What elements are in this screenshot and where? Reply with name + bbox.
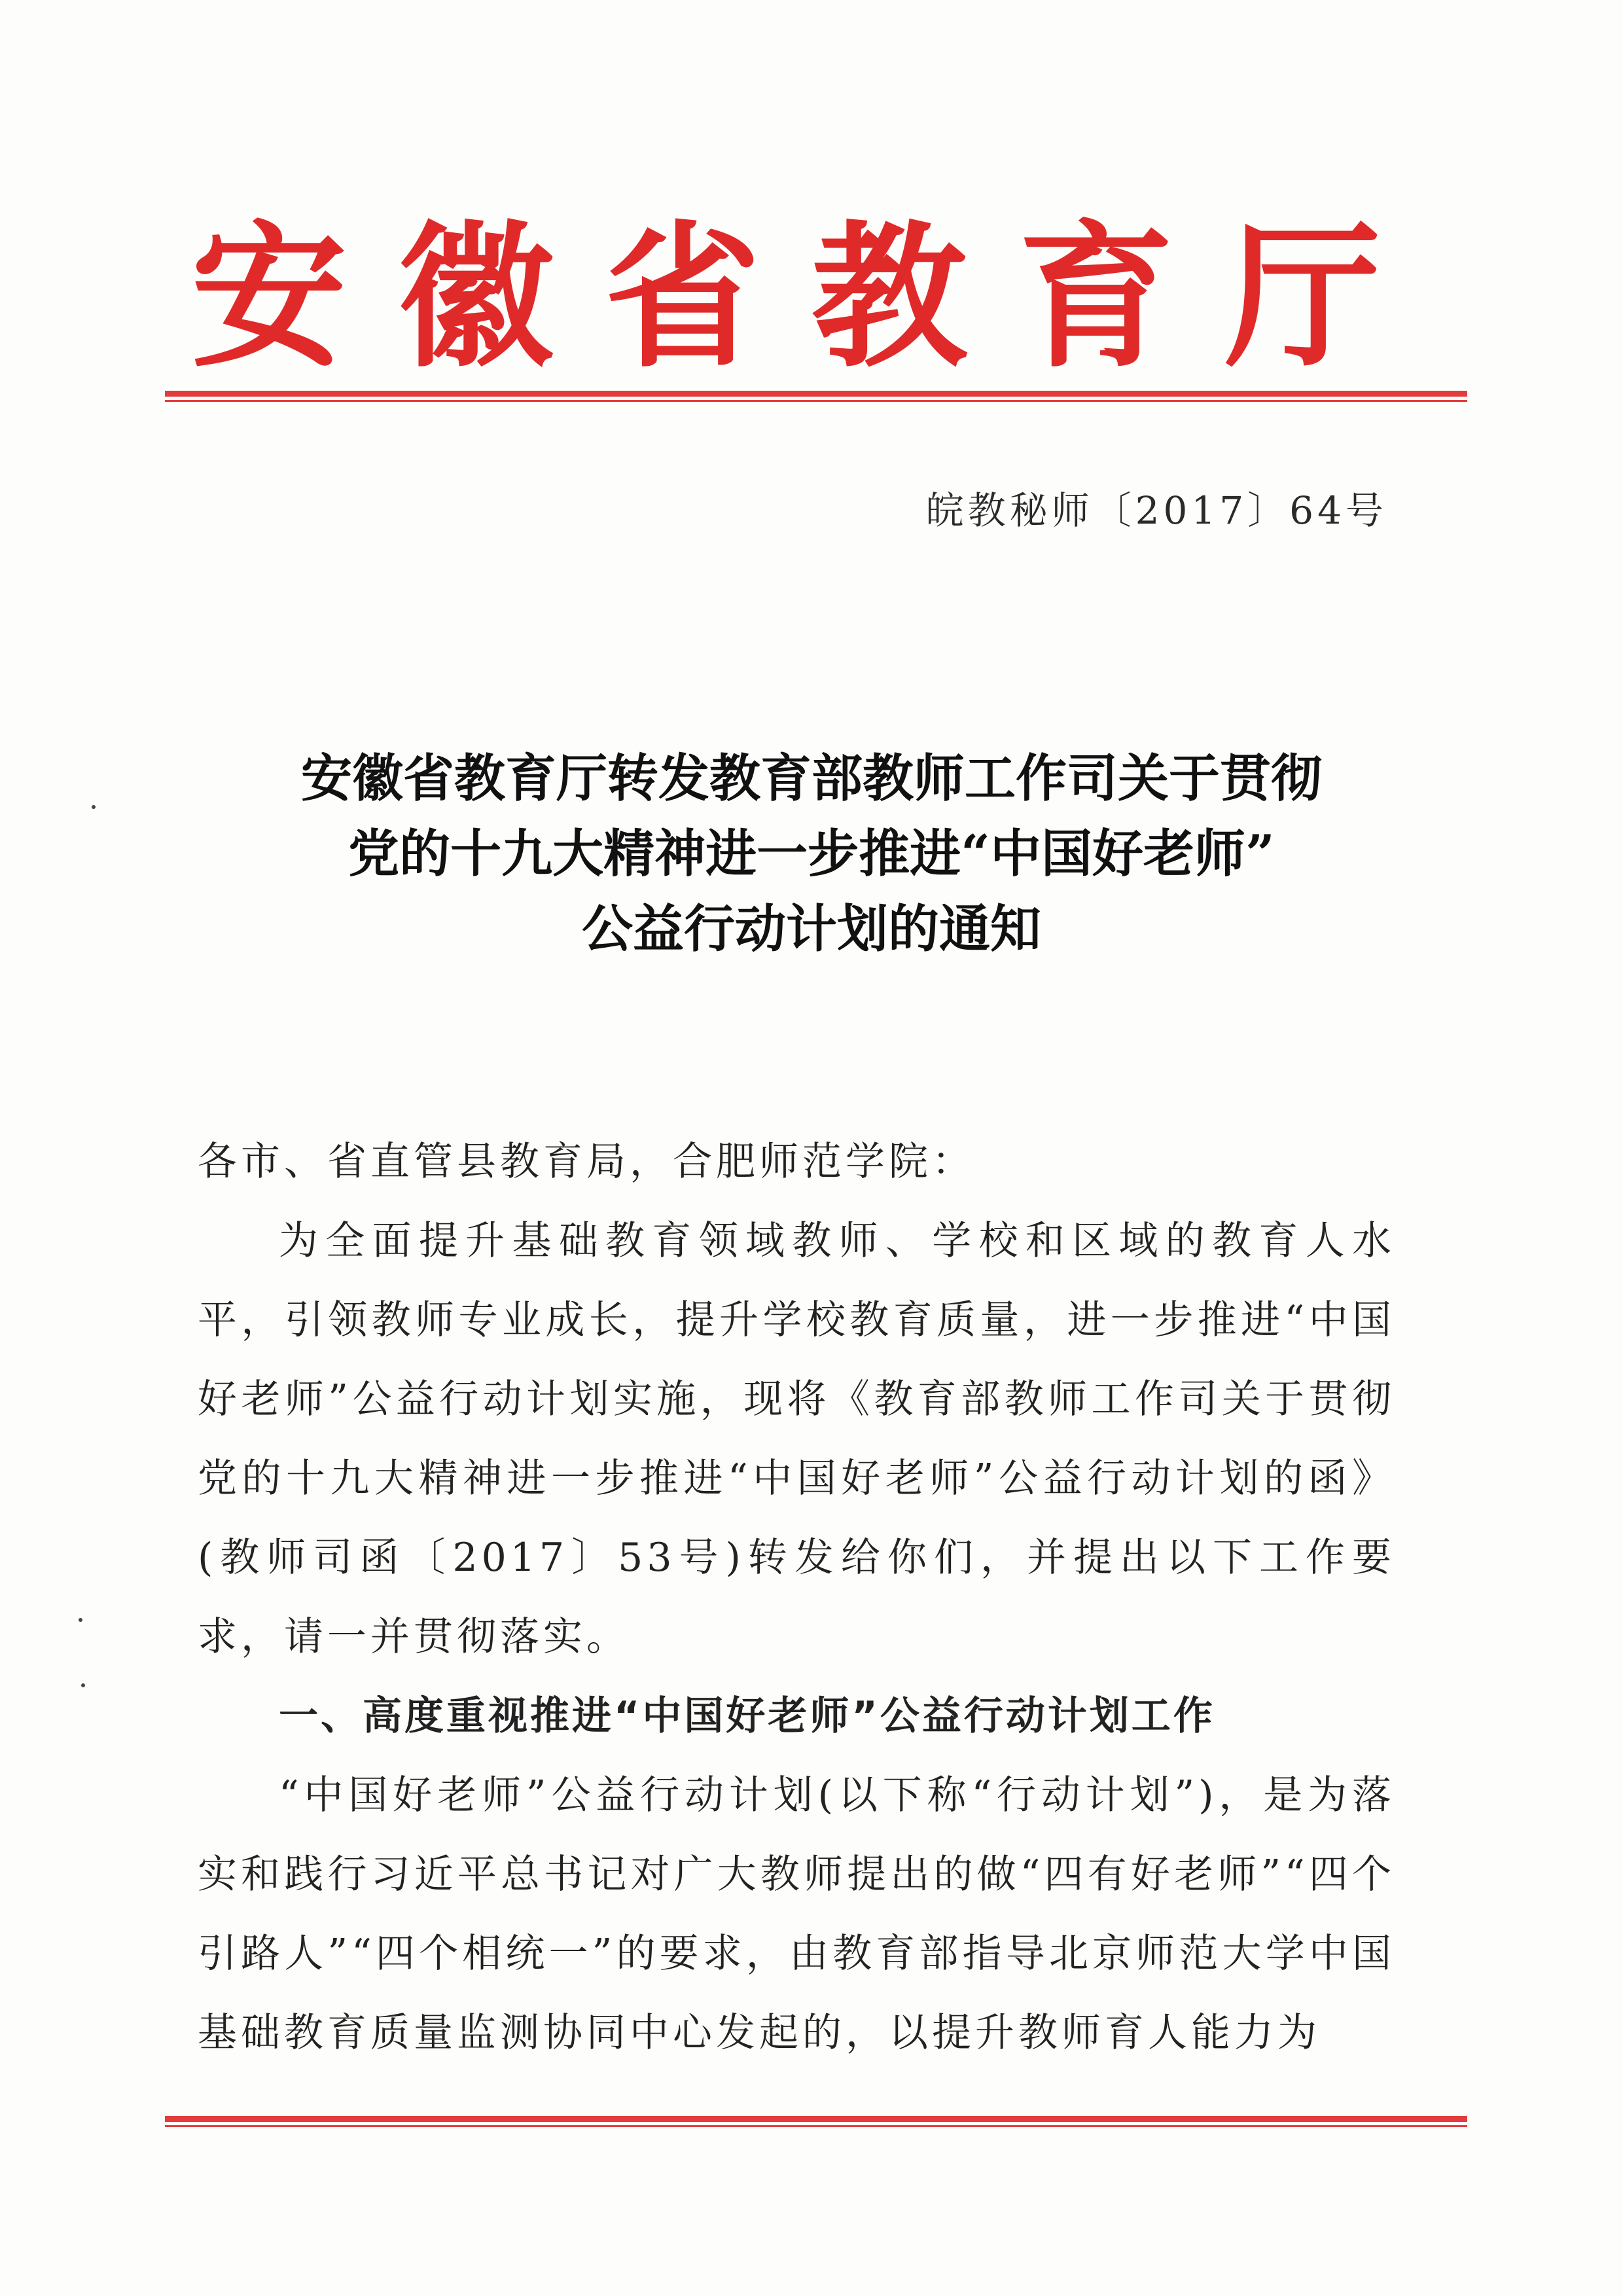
issuing-authority-title: 安徽省教育厅	[191, 206, 1432, 389]
body-paragraph: 为全面提升基础教育领域教师、学校和区域的教育人水平，引领教师专业成长，提升学校教育质量，进一步推进“中国好老师”公益行动计划实施，现将《教育部教师工作司关于贯彻党的十九大精神进一步推进“中国好老师”公益行动计划的函》(教师司函〔2017〕53号)转发给你们，并提出以下工作要求，请一并贯彻落实。	[198, 1218, 1395, 1660]
red-header-rule	[165, 391, 1467, 402]
document-number: 皖教秘师〔2017〕64号	[925, 488, 1387, 533]
salutation: 各市、省直管县教育局，合肥师范学院：	[198, 1139, 975, 1185]
scan-artifact	[79, 1618, 82, 1622]
title-line: 公益行动计划的通知	[581, 899, 1041, 959]
title-line: 党的十九大精神进一步推进“中国好老师”	[348, 824, 1275, 884]
document-title	[177, 741, 1446, 967]
body-paragraph: “中国好老师”公益行动计划(以下称“行动计划”)，是为落实和践行习近平总书记对广大教师提出的做“四有好老师”“四个引路人”“四个相统一”的要求，由教育部指导北京师范大学中国基础教育质量监测协同中心发起的，以提升教师育人能力为	[198, 1772, 1395, 2056]
section-heading: 一、高度重视推进“中国好老师”公益行动计划工作	[279, 1693, 1215, 1739]
scan-artifact	[81, 1683, 85, 1687]
red-footer-rule	[165, 2116, 1467, 2127]
scan-artifact	[92, 805, 96, 809]
document-body	[198, 1122, 1395, 2073]
title-line: 安徽省教育厅转发教育部教师工作司关于贯彻	[300, 749, 1322, 808]
